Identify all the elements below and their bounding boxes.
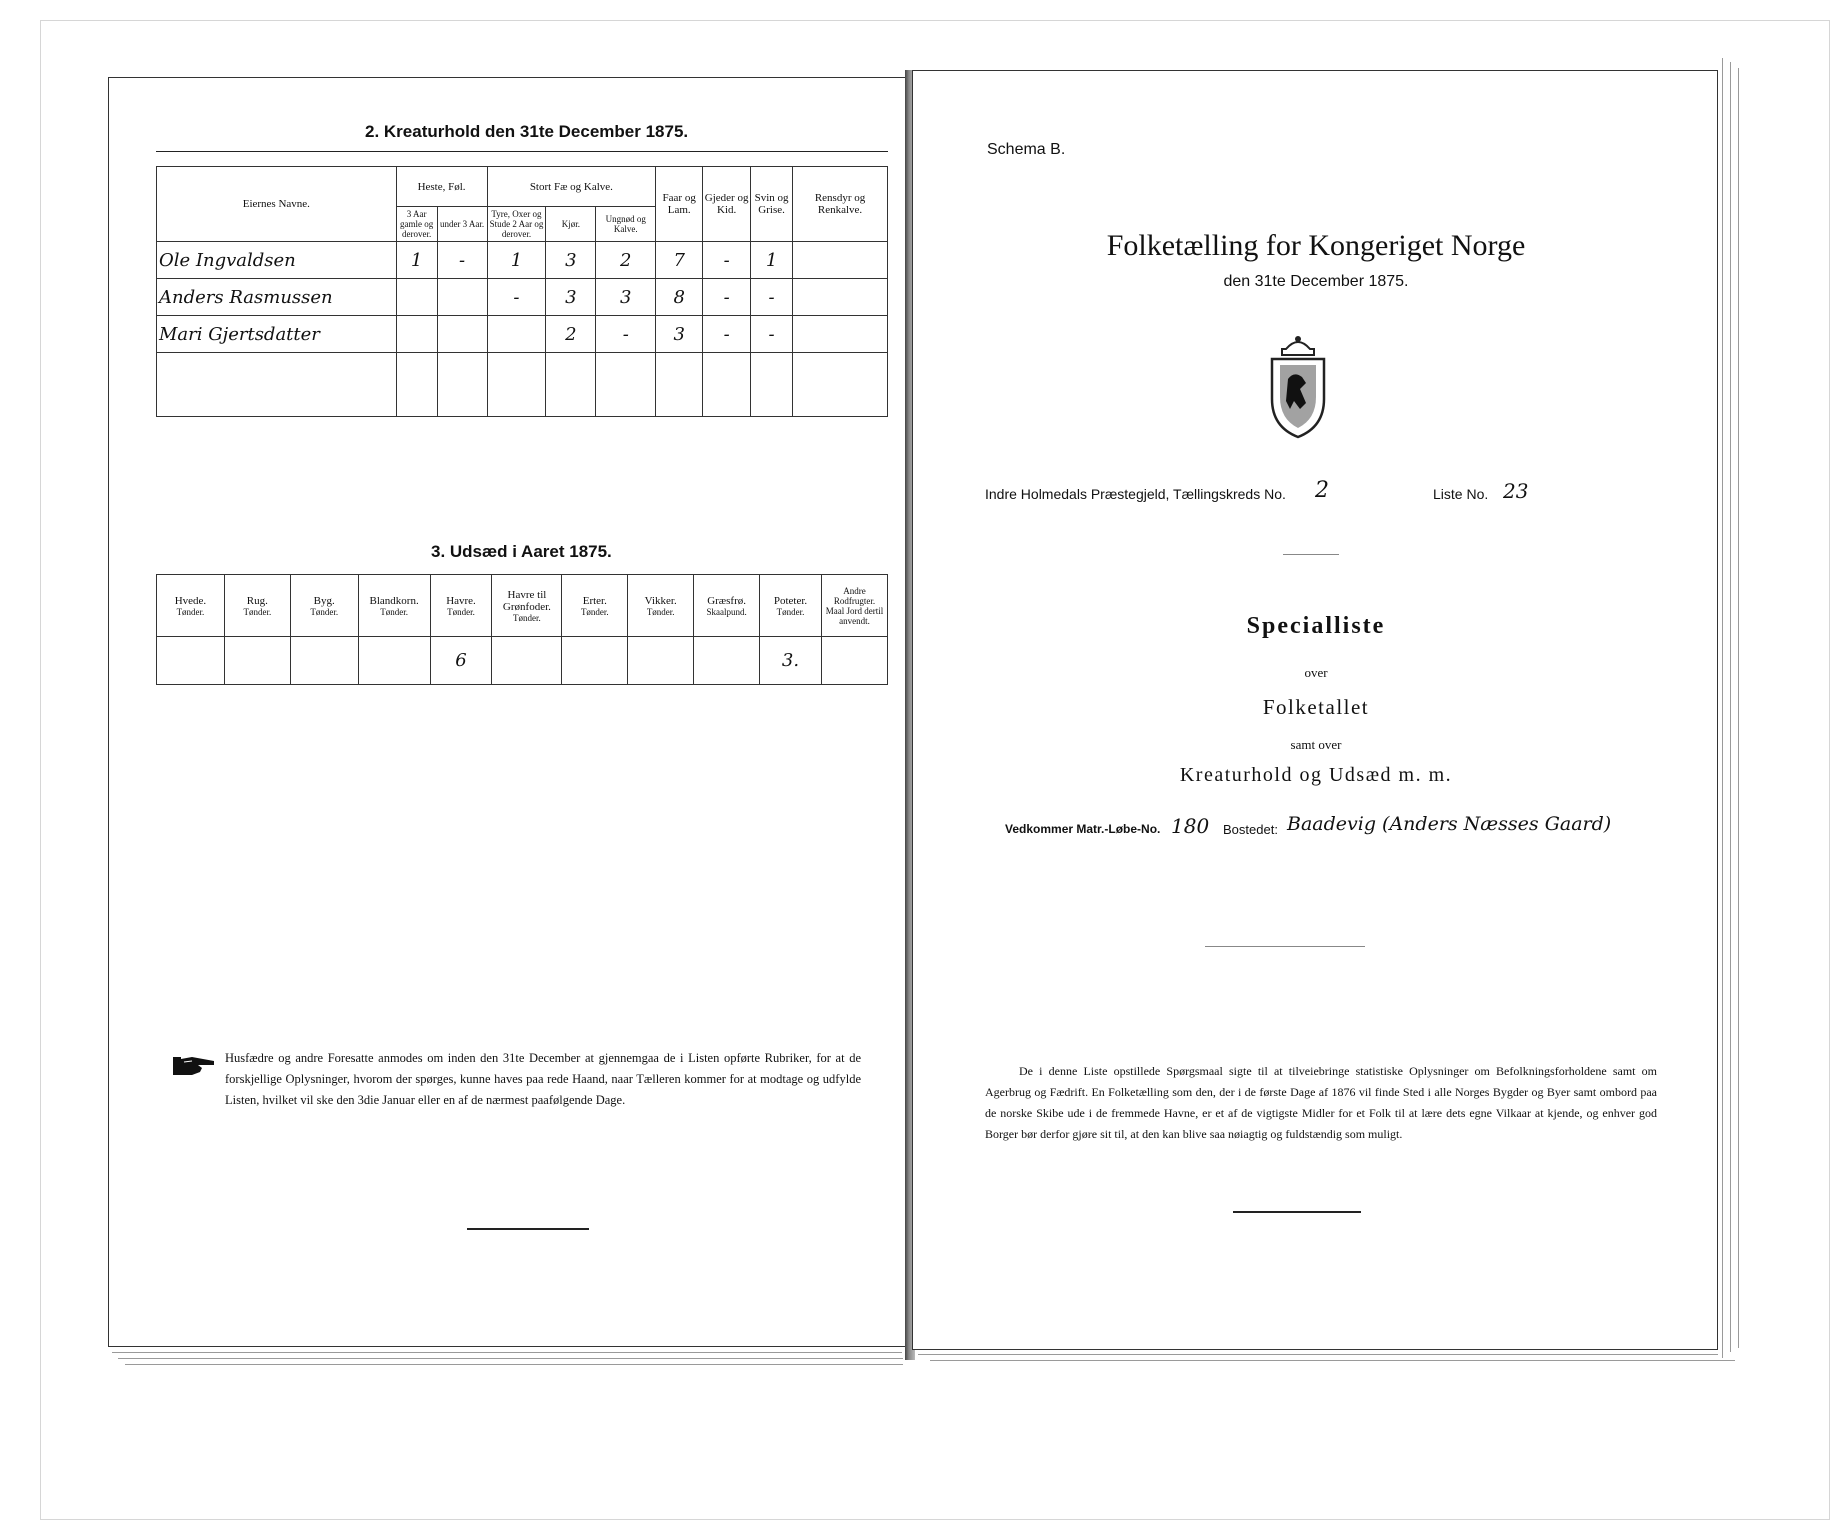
cell <box>821 637 887 685</box>
bosted-label: Bostedet: <box>1223 822 1278 837</box>
divider <box>156 151 888 152</box>
cell <box>793 353 888 417</box>
cell <box>396 279 437 316</box>
seed-col-vikker: Vikker. Tønder. <box>628 575 694 637</box>
coat-of-arms-icon <box>1260 331 1336 439</box>
cell <box>562 637 628 685</box>
document-date: den 31te December 1875. <box>1223 273 1409 290</box>
cell <box>157 637 225 685</box>
cell <box>751 353 793 417</box>
list-label: Liste No. <box>1433 486 1489 502</box>
kreaturhold-heading: Kreaturhold og Udsæd m. m. <box>1179 764 1453 786</box>
cell <box>703 353 751 417</box>
seed-title: 3. Udsæd i Aaret 1875. <box>431 542 612 561</box>
pointing-hand-icon <box>172 1053 218 1079</box>
schema-label: Schema B. <box>987 141 1066 158</box>
cell: 3 <box>546 279 596 316</box>
cell: - <box>596 316 656 353</box>
col-cattle-bulls: Tyre, Oxer og Stude 2 Aar og derover. <box>489 209 544 239</box>
livestock-table <box>156 166 888 417</box>
cell: 3. <box>760 637 822 685</box>
divider <box>467 1228 589 1230</box>
cell <box>492 637 562 685</box>
col-cattle-cows: Kjør. <box>561 219 580 229</box>
seed-col-havre-gronfoder: Havre til Grønfoder. Tønder. <box>492 575 562 637</box>
cell <box>487 353 546 417</box>
seed-col-poteter: Poteter. Tønder. <box>760 575 822 637</box>
col-pigs: Svin og Grise. <box>751 167 793 242</box>
seed-col-byg: Byg. Tønder. <box>290 575 358 637</box>
district-number: 2 <box>1315 478 1329 503</box>
owner-name <box>157 353 397 417</box>
cell: 3 <box>656 316 703 353</box>
seed-col-graesfro: Græsfrø. Skaalpund. <box>694 575 760 637</box>
cell: - <box>751 316 793 353</box>
livestock-title: 2. Kreaturhold den 31te December 1875. <box>365 122 689 141</box>
col-horses: Heste, Føl. <box>396 167 487 207</box>
samt-over-text: samt over <box>1290 737 1342 752</box>
page-edge <box>1730 62 1731 1352</box>
cell <box>487 316 546 353</box>
right-page <box>912 70 1718 1350</box>
seed-col-blandkorn: Blandkorn. Tønder. <box>358 575 430 637</box>
list-number: 23 <box>1503 479 1529 503</box>
divider <box>1283 554 1339 555</box>
col-reindeer: Rensdyr og Renkalve. <box>793 167 888 242</box>
seed-col-havre: Havre. Tønder. <box>430 575 492 637</box>
cell <box>656 353 703 417</box>
matr-label: Vedkommer Matr.-Løbe-No. <box>1005 822 1161 836</box>
cell <box>437 279 487 316</box>
owner-name: Ole Ingvaldsen <box>157 242 397 279</box>
cell <box>694 637 760 685</box>
cell <box>793 242 888 279</box>
cell: - <box>703 316 751 353</box>
cell <box>628 637 694 685</box>
col-owner: Eiernes Navne. <box>157 167 397 242</box>
col-horses-young: under 3 Aar. <box>439 219 485 229</box>
divider <box>1205 946 1365 947</box>
col-sheep: Faar og Lam. <box>656 167 703 242</box>
cell <box>396 353 437 417</box>
cell: 2 <box>596 242 656 279</box>
seed-col-rug: Rug. Tønder. <box>224 575 290 637</box>
seed-table <box>156 574 888 685</box>
page-edge <box>1722 58 1723 1358</box>
matr-number: 180 <box>1171 814 1210 838</box>
table-row <box>157 316 888 353</box>
cell: 1 <box>487 242 546 279</box>
cell: 1 <box>396 242 437 279</box>
notice-text: Husfædre og andre Foresatte anmodes om inden den 31te December at gjennemgaa de i Listen opførte Rubriker, for at de forskjellige Oplysninger, hvorom der spørges, kunne haves paa rede Haand, naar Tælleren kommer for at modtage og udfylde Listen, hvilket vil ske den 3die Januar eller en af de nærmest paafølgende Dage. <box>225 1051 861 1107</box>
page-edge <box>112 1352 902 1353</box>
cell: 1 <box>751 242 793 279</box>
table-row <box>157 637 888 685</box>
cell <box>358 637 430 685</box>
cell <box>437 316 487 353</box>
cell <box>546 353 596 417</box>
col-horses-old: 3 Aar gamle og derover. <box>400 209 434 239</box>
seed-col-rodfrugter: Andre Rodfrugter. Maal Jord dertil anvendt. <box>821 575 887 637</box>
specialliste-heading: Specialliste <box>1246 613 1386 639</box>
table-row <box>157 279 888 316</box>
cell: - <box>487 279 546 316</box>
owner-name: Mari Gjertsdatter <box>157 316 397 353</box>
cell: 3 <box>546 242 596 279</box>
cell: 6 <box>430 637 492 685</box>
cell: 2 <box>546 316 596 353</box>
col-cattle: Stort Fæ og Kalve. <box>487 167 656 207</box>
col-cattle-young: Ungnød og Kalve. <box>605 214 646 234</box>
page-edge <box>118 1358 903 1359</box>
cell <box>793 279 888 316</box>
page-edge <box>918 1354 1718 1355</box>
seed-col-hvede: Hvede. Tønder. <box>157 575 225 637</box>
parish-label: Indre Holmedals Præstegjeld, Tællingskreds No. <box>985 486 1286 502</box>
cell <box>596 353 656 417</box>
owner-name: Anders Rasmussen <box>157 279 397 316</box>
cell: - <box>703 242 751 279</box>
bosted-value: Baadevig (Anders Næsses Gaard) <box>1287 813 1612 835</box>
cell <box>437 353 487 417</box>
cell <box>396 316 437 353</box>
left-page <box>108 77 908 1347</box>
seed-col-erter: Erter. Tønder. <box>562 575 628 637</box>
cell <box>224 637 290 685</box>
cell: - <box>703 279 751 316</box>
document-title: Folketælling for Kongeriget Norge <box>1106 229 1526 262</box>
page-edge <box>125 1364 903 1365</box>
cell <box>290 637 358 685</box>
cell: 3 <box>596 279 656 316</box>
cell: 8 <box>656 279 703 316</box>
page-edge <box>930 1360 1735 1361</box>
cell: - <box>437 242 487 279</box>
over-text: over <box>1304 665 1328 680</box>
col-goats: Gjeder og Kid. <box>703 167 751 242</box>
footer-text: De i denne Liste opstillede Spørgsmaal sigte til at tilveiebringe statistiske Oplysninger om Befolkningsforholdene samt om Agerbrug og Fædrift. En Folketælling som den, der i de første Dage af 1876 vil finde Sted i alle Norges Bygder og Byer samt ombord paa de norske Skibe ude i de fremmede Havne, er et af de vigtigste Midler for et Folk til at lære dets egne Vilkaar at kjende, og enhver god Borger bør derfor gjøre sit til, at den kan blive saa nøiagtig og fuldstændig som muligt. <box>985 1064 1657 1141</box>
cell: - <box>751 279 793 316</box>
table-row <box>157 353 888 417</box>
page-edge <box>1738 68 1739 1348</box>
cell <box>793 316 888 353</box>
cell: 7 <box>656 242 703 279</box>
table-row <box>157 242 888 279</box>
divider <box>1233 1211 1361 1213</box>
folketallet-heading: Folketallet <box>1262 695 1370 719</box>
